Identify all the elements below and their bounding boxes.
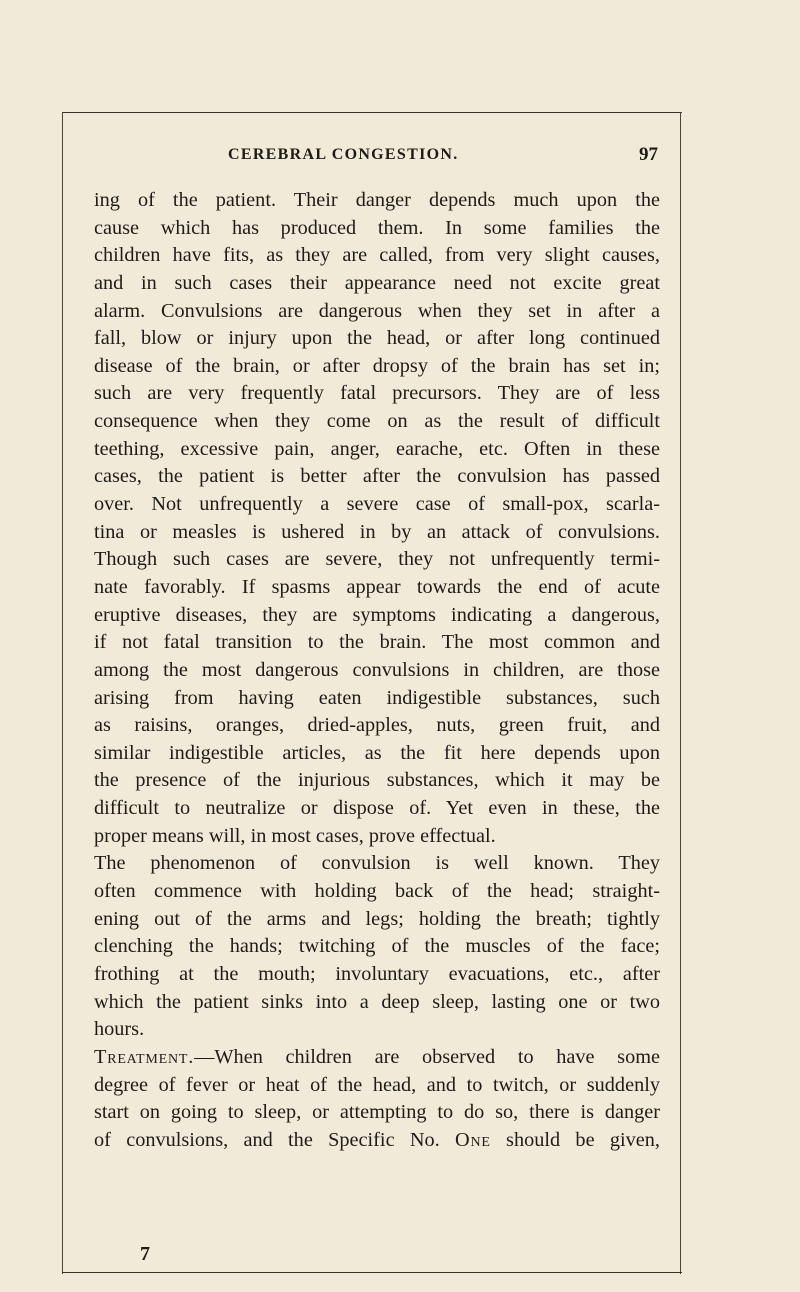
text-line: ening out of the arms and legs; holding the breath; tightly — [94, 907, 660, 930]
text-line: such are very frequently fatal precursors. They are of less — [94, 382, 660, 405]
text-line: eruptive diseases, they are symptoms indicating a dangerous, — [94, 603, 660, 626]
specific-one: One — [455, 1128, 491, 1151]
text-line: among the most dangerous convulsions in children, are those — [94, 658, 660, 681]
last-line-prefix: of convulsions, and the Specific No. — [94, 1128, 456, 1151]
text-line: and in such cases their appearance need not excite great — [94, 271, 660, 294]
text-line: often commence with holding back of the head; straight- — [94, 880, 660, 903]
text-line: the presence of the injurious substances, which it may be — [94, 769, 660, 792]
text-line: start on going to sleep, or attempting to do so, there is danger — [94, 1101, 660, 1124]
text-line: arising from having eaten indigestible substances, such — [94, 686, 660, 709]
text-line: as raisins, oranges, dried-apples, nuts, green fruit, and — [94, 714, 660, 737]
text-line: ing of the patient. Their danger depends much upon the — [94, 189, 660, 211]
text-line: clenching the hands; twitching of the muscles of the face; — [94, 935, 660, 958]
text-line: hours. — [94, 1018, 145, 1041]
text-line: The phenomenon of convulsion is well known. They — [94, 852, 660, 875]
text-line: disease of the brain, or after dropsy of the brain has set in; — [94, 354, 660, 377]
text-line: teething, excessive pain, anger, earache, etc. Often in these — [94, 437, 660, 460]
text-line: consequence when they come on as the result of difficult — [94, 410, 660, 433]
text-line: nate favorably. If spasms appear towards the end of acute — [94, 575, 660, 598]
last-line-suffix: should be given, — [490, 1128, 661, 1151]
text-line: if not fatal transition to the brain. The most common and — [94, 631, 660, 654]
text-line: over. Not unfrequently a severe case of small-pox, scarla- — [94, 493, 660, 516]
treatment-heading: Treatment. — [94, 1045, 195, 1068]
text-line: frothing at the mouth; involuntary evacuations, etc., after — [94, 962, 660, 985]
running-title: CEREBRAL CONGESTION. — [228, 146, 459, 163]
top-border-rule — [62, 112, 682, 113]
text-line: children have fits, as they are called, from very slight causes, — [94, 244, 660, 267]
text-line: cause which has produced them. In some families the — [94, 216, 660, 239]
text-line: difficult to neutralize or dispose of. Yet even in these, the — [94, 797, 660, 820]
text-line: proper means will, in most cases, prove effectual. — [94, 824, 496, 847]
page-number: 97 — [639, 144, 658, 165]
text-line: fall, blow or injury upon the head, or after long continued — [94, 327, 660, 350]
text-line: tina or measles is ushered in by an attack of convulsions. — [94, 520, 660, 543]
treatment-line — [94, 1044, 660, 1072]
right-border-rule — [680, 112, 681, 1274]
running-header — [228, 146, 658, 170]
signature-mark: 7 — [140, 1243, 150, 1265]
body-text — [94, 187, 660, 1154]
text-line: similar indigestible articles, as the fit here depends upon — [94, 741, 660, 764]
text-line: which the patient sinks into a deep sleep, lasting one or two — [94, 990, 660, 1013]
treatment-last-line — [94, 1127, 660, 1155]
text-line: cases, the patient is better after the convulsion has passed — [94, 465, 660, 488]
left-border-rule — [62, 112, 63, 1274]
treatment-first-line: —When children are observed to have some — [194, 1045, 660, 1068]
text-line: alarm. Convulsions are dangerous when they set in after a — [94, 299, 660, 322]
text-line: Though such cases are severe, they not unfrequently termi- — [94, 548, 660, 571]
bottom-border-rule — [62, 1272, 682, 1273]
text-line: degree of fever or heat of the head, and to twitch, or suddenly — [94, 1073, 660, 1096]
